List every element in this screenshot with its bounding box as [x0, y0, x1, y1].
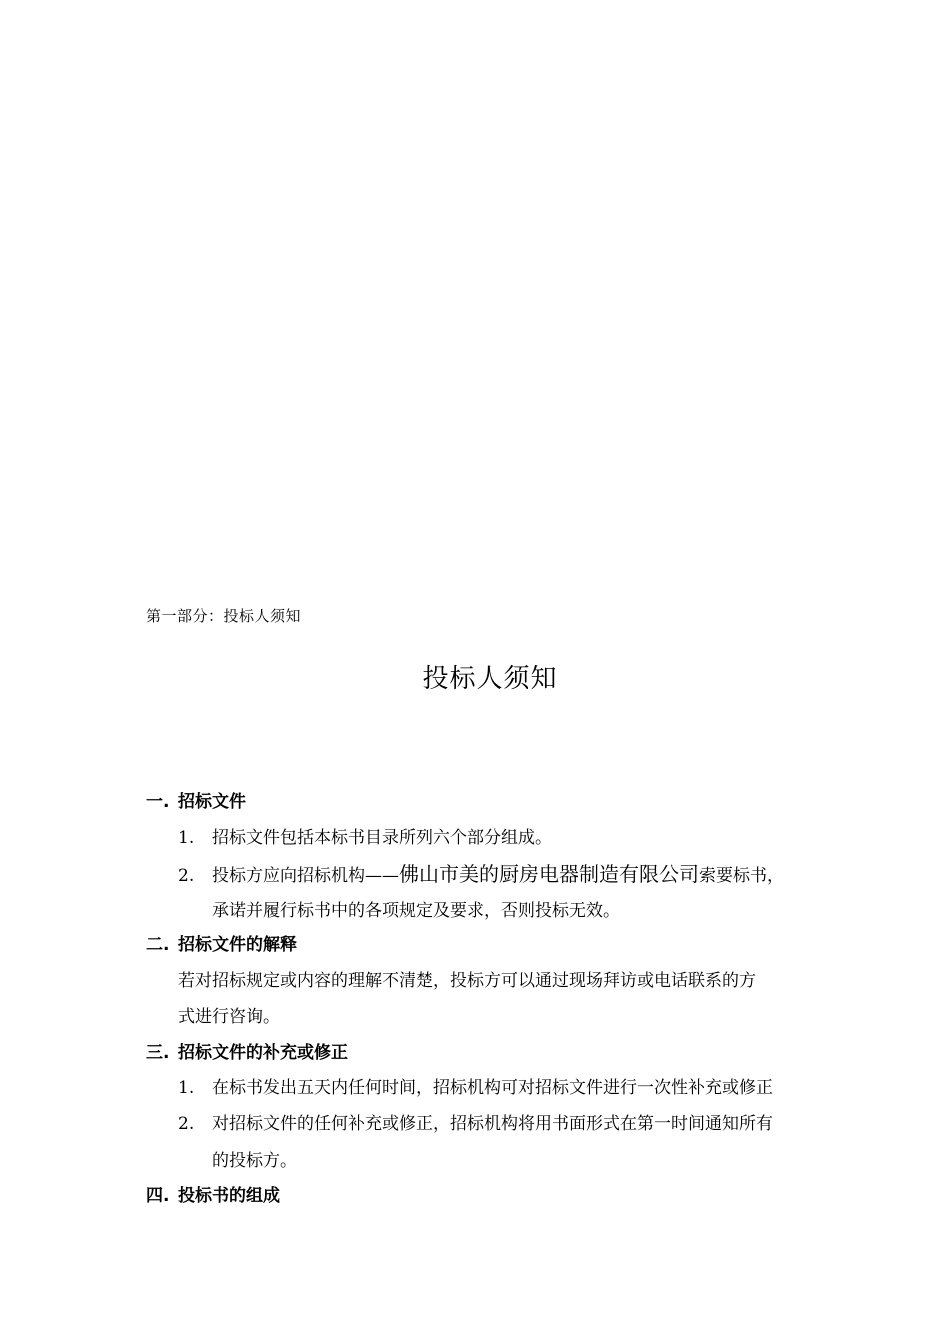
paragraph-line: 式进行咨询。: [178, 1007, 280, 1027]
list-item: [178, 1073, 773, 1098]
section-number: 四.: [146, 1186, 170, 1206]
item-text: 在标书发出五天内任何时间，招标机构可对招标文件进行一次性补充或修正: [212, 1078, 773, 1098]
item-number: 1.: [178, 1078, 195, 1098]
section-title: 招标文件的解释: [178, 935, 297, 955]
item-text: 招标文件包括本标书目录所列六个部分组成。: [212, 828, 552, 848]
paragraph-line: 若对招标规定或内容的理解不清楚，投标方可以通过现场拜访或电话联系的方: [178, 971, 756, 991]
document-title: 投标人须知: [422, 664, 558, 694]
item-number: 1.: [178, 828, 195, 848]
item-text: 投标方应向招标机构——: [212, 866, 399, 886]
list-item: [178, 858, 784, 887]
item-continuation: 的投标方。: [212, 1151, 297, 1171]
item-continuation: 承诺并履行标书中的各项规定及要求，否则投标无效。: [212, 901, 620, 921]
section-number: 三.: [146, 1043, 170, 1063]
company-name: 佛山市美的厨房电器制造有限公司: [399, 862, 699, 886]
item-number: 2.: [178, 866, 195, 886]
item-number: 2.: [178, 1114, 195, 1134]
list-item: [178, 823, 552, 848]
section-title: 招标文件的补充或修正: [178, 1043, 348, 1063]
section-heading-1: [146, 787, 246, 812]
part-label: 第一部分：投标人须知: [146, 607, 302, 625]
section-heading-2: [146, 930, 297, 955]
item-text-end: 索要标书，: [699, 866, 784, 886]
section-heading-3: [146, 1038, 348, 1063]
section-heading-4: [146, 1181, 280, 1206]
list-item: [178, 1109, 773, 1134]
section-number: 二.: [146, 935, 170, 955]
section-title: 招标文件: [178, 792, 246, 812]
item-text: 对招标文件的任何补充或修正，招标机构将用书面形式在第一时间通知所有: [212, 1114, 773, 1134]
section-number: 一.: [146, 792, 170, 812]
section-title: 投标书的组成: [178, 1186, 280, 1206]
